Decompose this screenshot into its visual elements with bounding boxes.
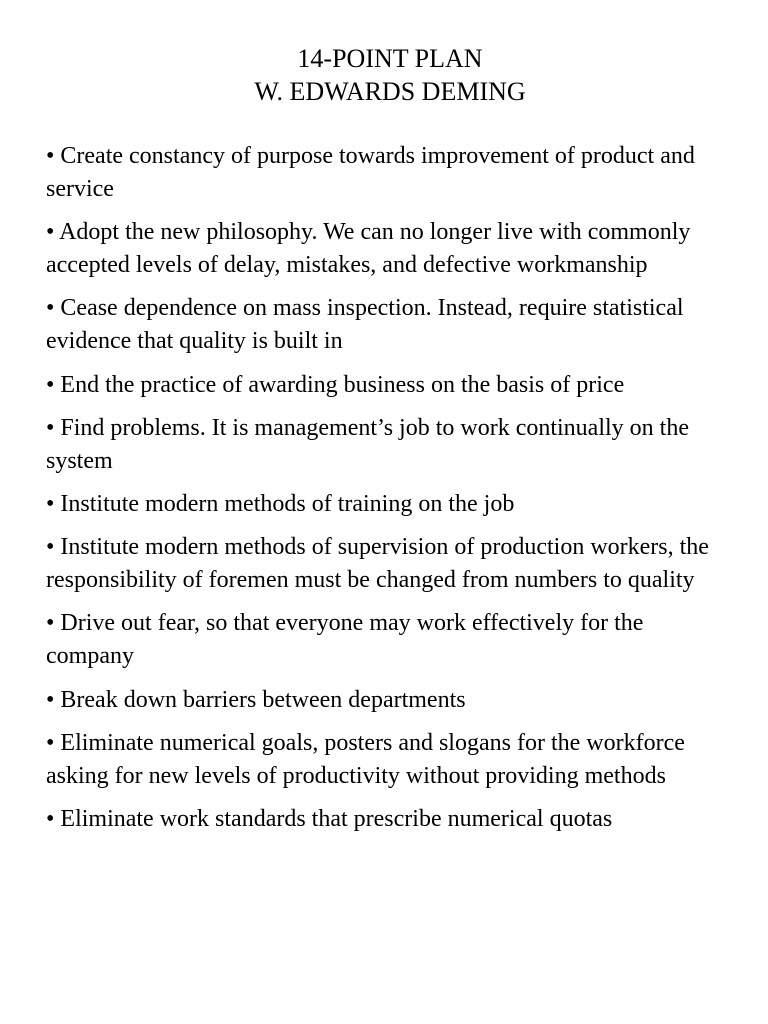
point-item-10: • Eliminate numerical goals, posters and slogans for the workforce asking for new levels of productivity without providing methods (46, 729, 685, 789)
point-item-5: • Find problems. It is management’s job to work continually on the system (46, 414, 689, 474)
document-title (46, 42, 732, 108)
point-list (46, 140, 732, 836)
point-item-6: • Institute modern methods of training on the job (46, 490, 515, 517)
point-item-4: • End the practice of awarding business on the basis of price (46, 371, 625, 398)
title-line-2: W. EDWARDS DEMING (254, 77, 526, 106)
point-item-2: • Adopt the new philosophy. We can no longer live with commonly accepted levels of delay, mistakes, and defective workmanship (46, 219, 691, 279)
point-item-1: • Create constancy of purpose towards improvement of product and service (46, 143, 695, 202)
title-line-1: 14-POINT PLAN (297, 44, 483, 73)
point-item-9: • Break down barriers between departments (46, 686, 466, 713)
point-item-8: • Drive out fear, so that everyone may work effectively for the company (46, 610, 644, 670)
point-item-7: • Institute modern methods of supervision of production workers, the responsibility of foremen must be changed from numbers to quality (46, 534, 709, 594)
point-item-3: • Cease dependence on mass inspection. Instead, require statistical evidence that quality is built in (46, 295, 684, 355)
point-item-11: • Eliminate work standards that prescribe numerical quotas (46, 805, 613, 832)
